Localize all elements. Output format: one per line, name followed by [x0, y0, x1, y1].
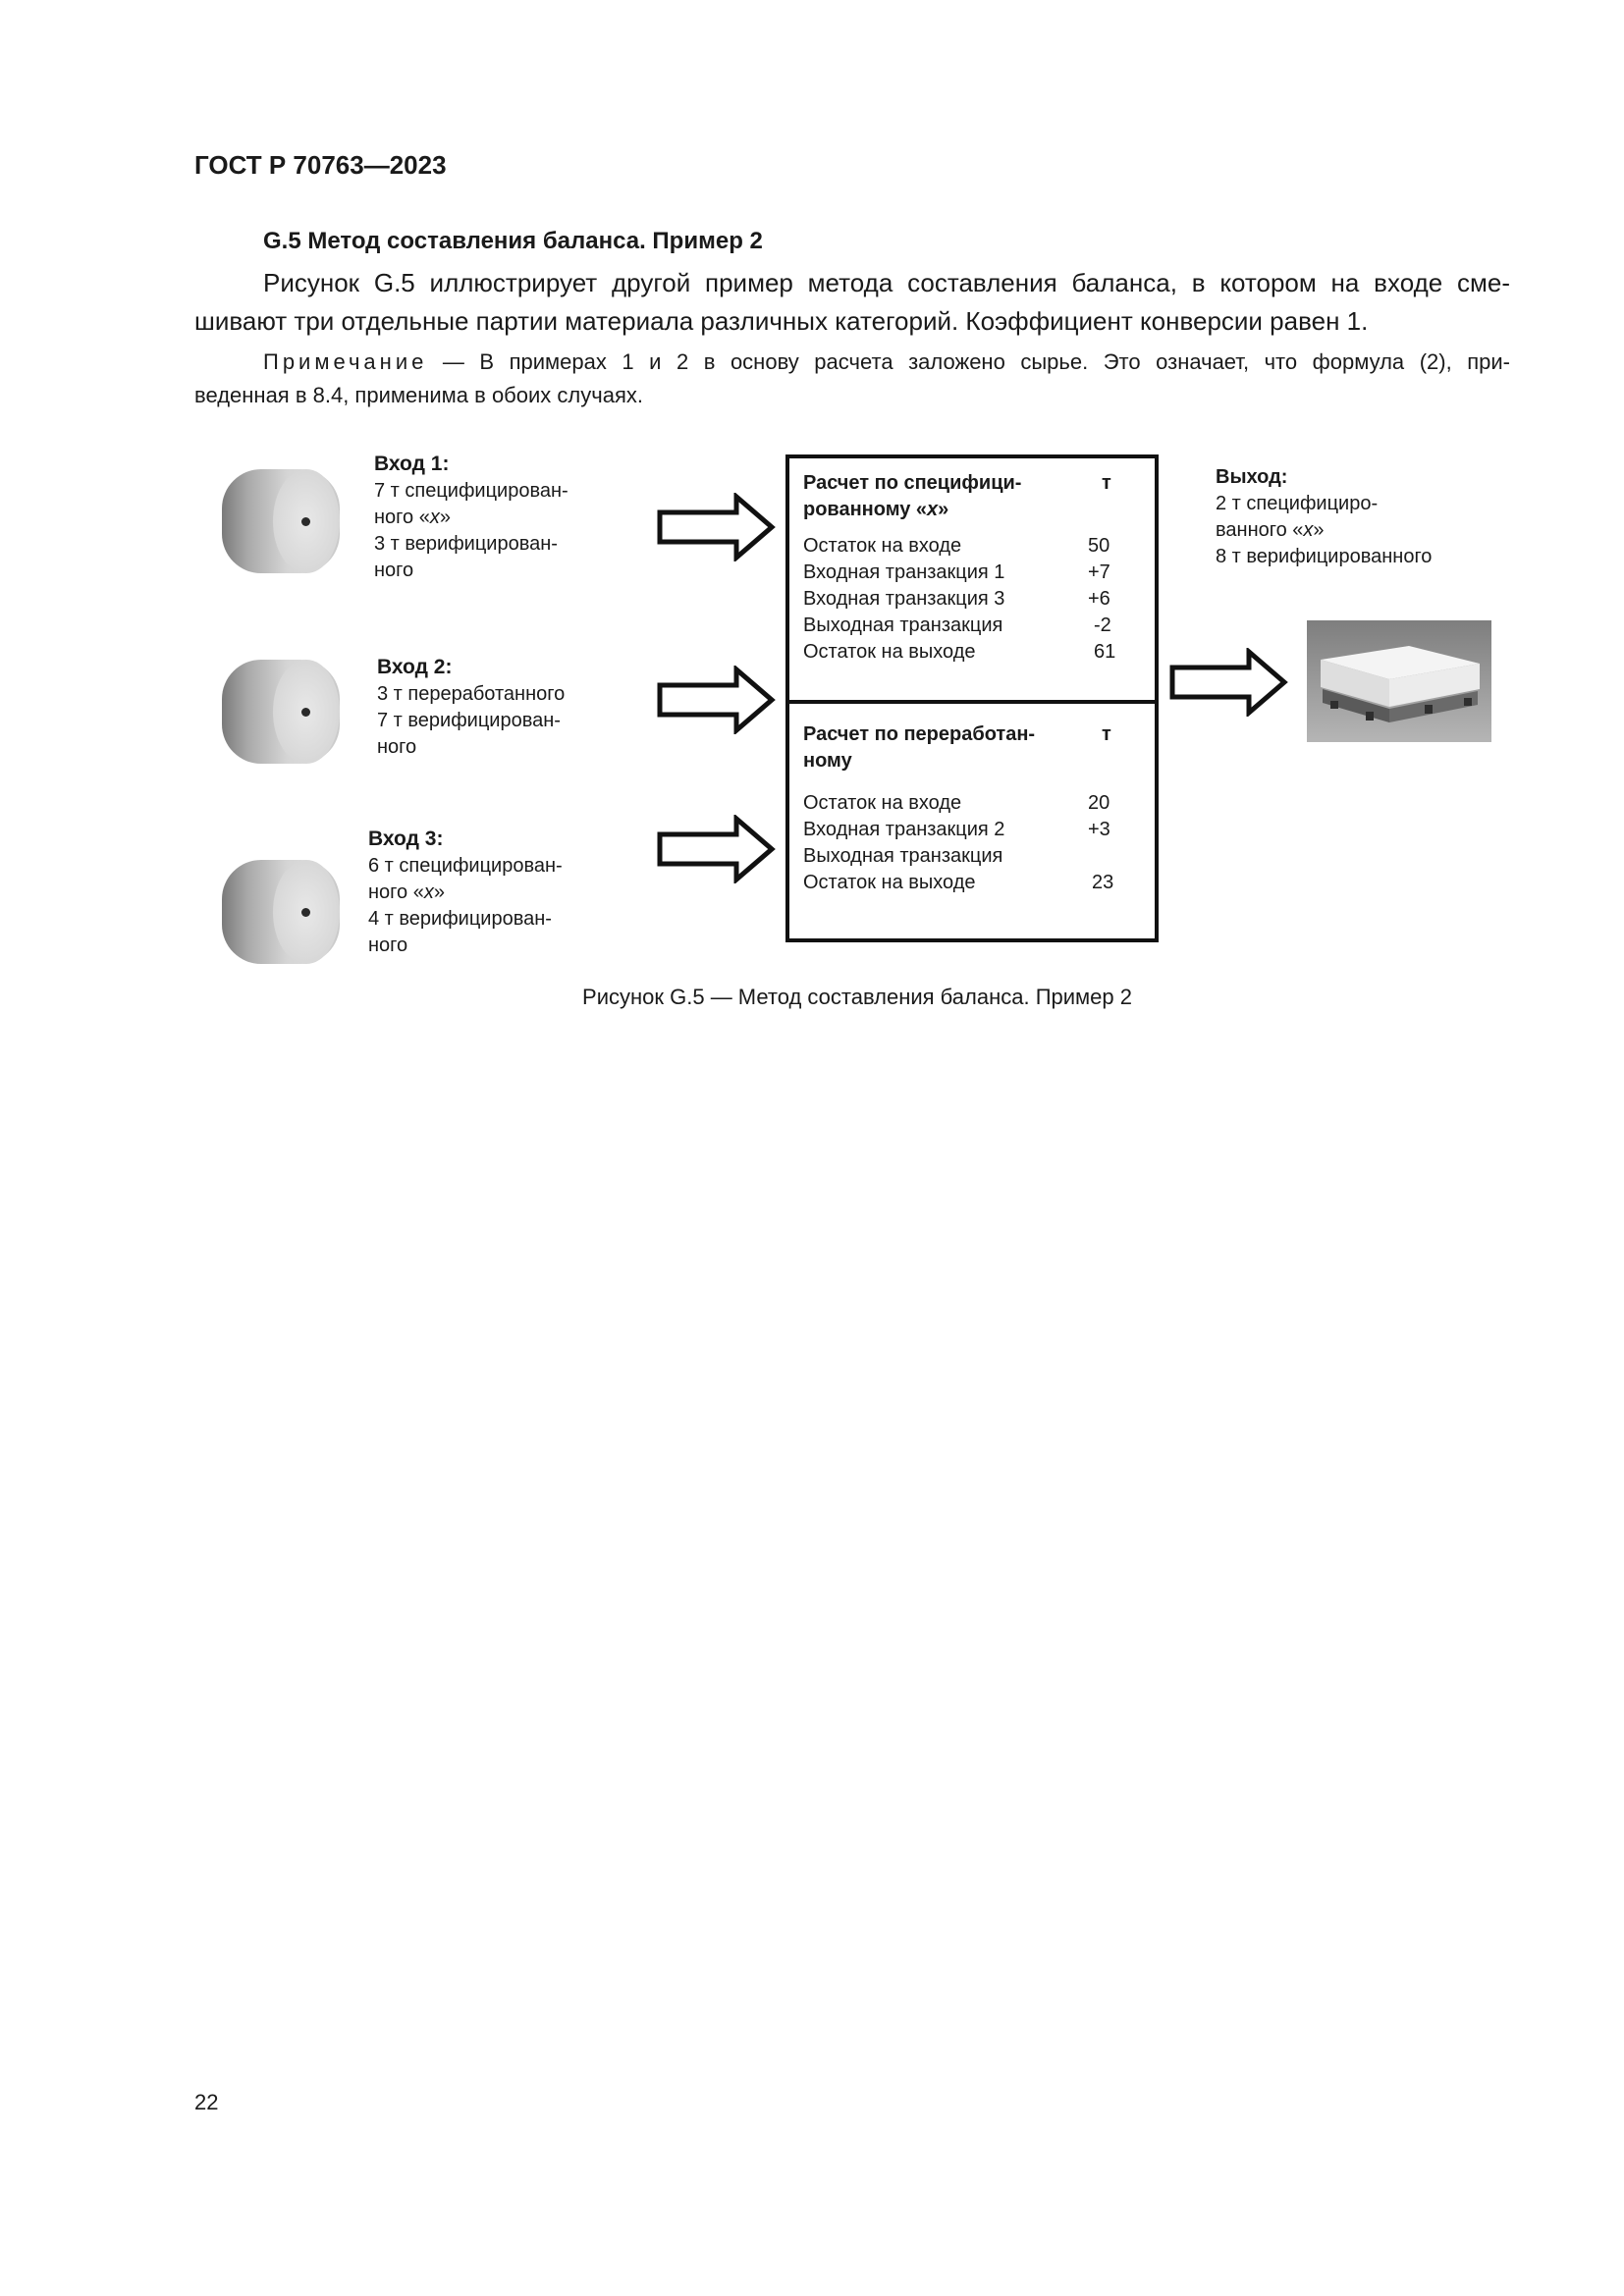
output-line-1: 2 т специфициро- — [1216, 493, 1379, 514]
input-3-line-2: ного «x» — [368, 881, 445, 903]
arrow-output-icon — [1168, 648, 1290, 717]
input-3-line-1: 6 т специфицирован- — [368, 855, 563, 877]
arrow-input-1-icon — [656, 493, 778, 561]
input-2-line-1: 3 т переработанного — [377, 683, 566, 705]
body-paragraph — [194, 264, 1510, 341]
recycled-balance-box — [785, 700, 1159, 942]
input-1-title: Вход 1: — [374, 453, 450, 475]
page-number: 22 — [194, 2090, 219, 2114]
specified-row-4-label: Выходная транзакция — [803, 614, 1003, 636]
input-1-line-3: 3 т верифицирован- — [374, 533, 558, 555]
input-3-label — [368, 826, 563, 959]
recycled-row-2-value: +3 — [1088, 819, 1110, 840]
paragraph-line-1: Рисунок G.5 иллюстрирует другой пример метода составления баланса, в котором на входе сме- — [263, 268, 1510, 297]
output-label — [1216, 464, 1432, 570]
input-3-title: Вход 3: — [368, 828, 444, 850]
recycled-row-4-label: Остаток на выходе — [803, 872, 976, 893]
recycled-box-unit: т — [1102, 723, 1111, 745]
specified-row-1-label: Остаток на входе — [803, 535, 962, 557]
recycled-row-4-value: 23 — [1092, 872, 1114, 893]
paper-roll-2-image — [222, 660, 340, 764]
paper-pallet-image — [1307, 620, 1491, 742]
input-1-line-1: 7 т специфицирован- — [374, 480, 568, 502]
input-2-title: Вход 2: — [377, 656, 453, 678]
input-2-line-3: ного — [377, 736, 417, 758]
specified-row-5-value: 61 — [1094, 641, 1116, 663]
input-1-line-2: ного «x» — [374, 507, 451, 528]
input-1-label — [374, 451, 568, 584]
paragraph-line-2: шивают три отдельные партии материала различных категорий. Коэффициент конверсии равен 1. — [194, 306, 1369, 336]
specified-row-4-value: -2 — [1094, 614, 1111, 636]
document-header: ГОСТ Р 70763—2023 — [194, 150, 447, 180]
output-line-3: 8 т верифицированного — [1216, 546, 1433, 567]
note — [194, 346, 1510, 412]
section-title: G.5 Метод составления баланса. Пример 2 — [263, 228, 763, 254]
specified-row-5-label: Остаток на выходе — [803, 641, 976, 663]
paper-roll-1-image — [222, 469, 340, 573]
input-2-line-2: 7 т верифицирован- — [377, 710, 561, 731]
input-3-line-4: ного — [368, 934, 408, 956]
specified-balance-box — [785, 454, 1159, 704]
input-2-label — [377, 654, 565, 761]
specified-row-3-value: +6 — [1088, 588, 1110, 610]
specified-row-3-label: Входная транзакция 3 — [803, 588, 1005, 610]
specified-box-title: Расчет по специфици- рованному «x» — [803, 472, 1022, 520]
specified-box-unit: т — [1102, 472, 1111, 494]
input-3-line-3: 4 т верифицирован- — [368, 908, 552, 930]
arrow-input-3-icon — [656, 815, 778, 883]
note-label: Примечание — [263, 349, 428, 374]
note-line-1 — [194, 346, 1510, 379]
input-1-line-4: ного — [374, 560, 414, 581]
recycled-row-1-value: 20 — [1088, 792, 1110, 814]
figure-caption: Рисунок G.5 — Метод составления баланса. Пример 2 — [582, 985, 1132, 1009]
recycled-row-2-label: Входная транзакция 2 — [803, 819, 1005, 840]
recycled-row-3-label: Выходная транзакция — [803, 845, 1003, 867]
paper-roll-3-image — [222, 860, 340, 964]
output-line-2: ванного «x» — [1216, 519, 1325, 541]
recycled-row-1-label: Остаток на входе — [803, 792, 962, 814]
note-line-1-text: — В примерах 1 и 2 в основу расчета заложено сырье. Это означает, что формула (2), при- — [427, 349, 1510, 374]
output-title: Выход: — [1216, 466, 1288, 488]
note-line-2: веденная в 8.4, применима в обоих случаях. — [194, 383, 643, 407]
recycled-box-title: Расчет по переработан- ному — [803, 723, 1036, 772]
specified-row-2-label: Входная транзакция 1 — [803, 561, 1005, 583]
specified-row-2-value: +7 — [1088, 561, 1110, 583]
specified-row-1-value: 50 — [1088, 535, 1110, 557]
arrow-input-2-icon — [656, 666, 778, 734]
